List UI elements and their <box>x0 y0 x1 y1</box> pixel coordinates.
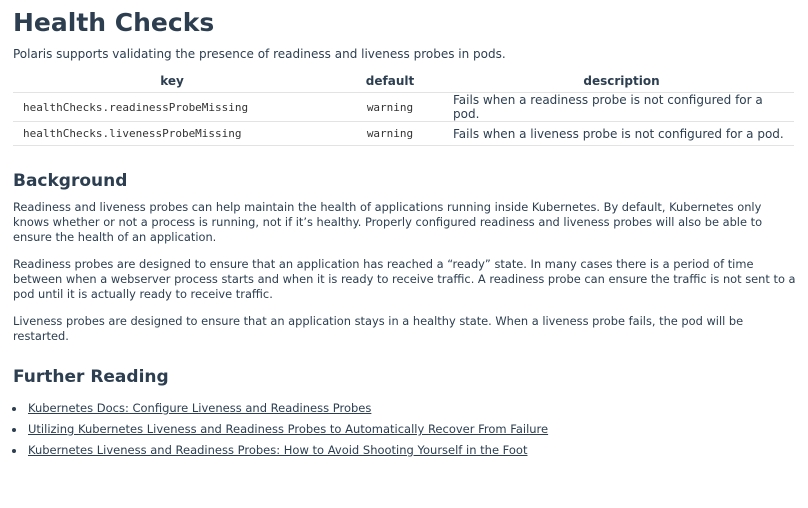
table-row <box>13 93 794 122</box>
intro-paragraph: Polaris supports validating the presence of readiness and liveness probes in pods. <box>13 47 506 61</box>
default-cell: warning <box>331 93 449 122</box>
header-key: key <box>13 70 331 93</box>
list-item <box>26 440 800 461</box>
table-header-row <box>13 70 794 93</box>
description-cell: Fails when a liveness probe is not configured for a pod. <box>449 122 794 146</box>
background-paragraph: Readiness probes are designed to ensure that an application has reached a “ready” state. In many cases there is a period of time between when a webserver process starts and when it is ready to receive traffic. A readiness probe can ensure the traffic is not sent to a pod until it is actually ready to receive traffic. <box>13 257 796 301</box>
list-item <box>26 398 800 419</box>
background-paragraph: Readiness and liveness probes can help maintain the health of applications running inside Kubernetes. By default, Kubernetes only knows whether or not a process is running, not if it’s healthy. Properly configured readiness and liveness probes will also be able to ensure the health of an application. <box>13 200 763 244</box>
further-reading-heading: Further Reading <box>13 367 169 387</box>
doc-page <box>0 8 808 461</box>
key-cell: healthChecks.livenessProbeMissing <box>13 122 331 146</box>
default-cell: warning <box>331 122 449 146</box>
background-paragraph: Liveness probes are designed to ensure that an application stays in a healthy state. When a liveness probe fails, the pod will be restarted. <box>13 314 744 343</box>
link-auto-recover[interactable]: Utilizing Kubernetes Liveness and Readiness Probes to Automatically Recover From Failure <box>28 422 549 436</box>
list-item <box>26 419 800 440</box>
page-title: Health Checks <box>13 8 215 37</box>
key-cell: healthChecks.readinessProbeMissing <box>13 93 331 122</box>
description-cell: Fails when a readiness probe is not configured for a pod. <box>449 93 794 122</box>
link-avoid-shooting[interactable]: Kubernetes Liveness and Readiness Probes: How to Avoid Shooting Yourself in the Foot <box>28 443 528 457</box>
header-default: default <box>331 70 449 93</box>
header-description: description <box>449 70 794 93</box>
link-k8s-docs[interactable]: Kubernetes Docs: Configure Liveness and Readiness Probes <box>28 401 372 415</box>
config-table <box>13 70 794 146</box>
further-reading-list <box>13 398 800 461</box>
background-heading: Background <box>13 171 128 191</box>
table-row <box>13 122 794 146</box>
